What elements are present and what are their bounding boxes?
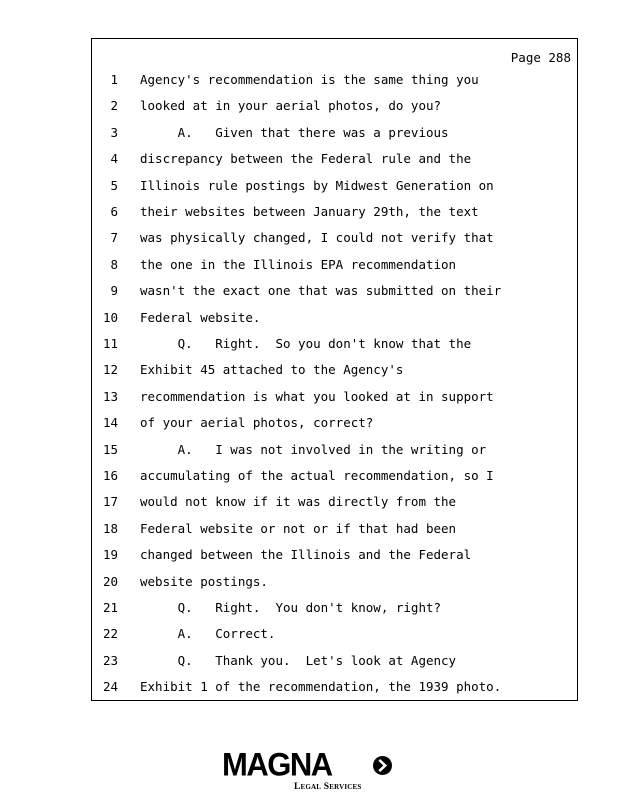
line-number: 20	[102, 573, 118, 589]
line-text: wasn't the exact one that was submitted on their	[140, 283, 502, 299]
line-number: 22	[102, 626, 118, 642]
line-text: looked at in your aerial photos, do you?	[140, 98, 442, 114]
transcript-line	[92, 124, 579, 142]
chevron-right-icon	[373, 756, 392, 775]
line-number: 5	[110, 177, 118, 193]
transcript-line	[92, 493, 579, 511]
line-text: would not know if it was directly from the	[140, 494, 457, 510]
line-number: 15	[102, 441, 118, 457]
line-text: accumulating of the actual recommendation, so I	[140, 468, 494, 483]
line-text: of your aerial photos, correct?	[140, 415, 374, 431]
line-text: the one in the Illinois EPA recommendation	[140, 256, 457, 272]
line-number: 23	[102, 652, 118, 668]
line-text: Q. Thank you. Let's look at Agency	[140, 652, 457, 668]
line-text: changed between the Illinois and the Federal	[140, 547, 472, 563]
transcript-line	[92, 71, 579, 89]
line-number: 1	[110, 72, 118, 87]
transcript-line	[92, 256, 579, 274]
line-number: 7	[110, 230, 118, 246]
transcript-line	[92, 599, 579, 617]
line-text: Federal website or not or if that had been	[140, 520, 457, 536]
line-number: 19	[102, 547, 118, 563]
line-text: Agency's recommendation is the same thing you	[140, 72, 479, 87]
line-number: 8	[110, 256, 118, 272]
line-number: 18	[102, 520, 118, 536]
line-text: Exhibit 1 of the recommendation, the 1939 photo.	[140, 679, 502, 695]
line-number: 9	[110, 283, 118, 299]
line-text: Q. Right. You don't know, right?	[140, 600, 442, 615]
line-text: discrepancy between the Federal rule and the	[140, 151, 472, 167]
transcript-line	[92, 467, 579, 485]
line-number: 2	[110, 98, 118, 114]
transcript-line	[92, 573, 579, 591]
line-number: 13	[102, 388, 118, 404]
line-number: 4	[110, 151, 118, 167]
line-number: 21	[102, 600, 118, 615]
line-number: 10	[102, 309, 118, 325]
transcript-line	[92, 309, 579, 327]
logo-wordmark: MAGNA	[222, 746, 332, 783]
line-text: Exhibit 45 attached to the Agency's	[140, 362, 404, 378]
transcript-line	[92, 97, 579, 115]
transcript-line	[92, 335, 579, 353]
transcript-line	[92, 388, 579, 406]
transcript-line	[92, 229, 579, 247]
transcript-page	[91, 38, 578, 701]
line-text: Q. Right. So you don't know that the	[140, 336, 472, 351]
line-number: 11	[102, 336, 118, 351]
transcript-line	[92, 150, 579, 168]
line-number: 12	[102, 362, 118, 378]
logo-subtitle: Legal Services	[294, 782, 362, 792]
line-text: recommendation is what you looked at in support	[140, 388, 494, 404]
line-text: A. Correct.	[140, 626, 276, 642]
line-number: 14	[102, 415, 118, 431]
line-text: was physically changed, I could not verify that	[140, 230, 494, 246]
transcript-line	[92, 441, 579, 459]
page-number: Page 288	[510, 50, 571, 65]
magna-logo	[222, 748, 397, 794]
transcript-line	[92, 546, 579, 564]
transcript-line	[92, 177, 579, 195]
line-text: Illinois rule postings by Midwest Generation on	[140, 177, 494, 193]
line-text: website postings.	[140, 573, 268, 589]
transcript-line	[92, 678, 579, 696]
line-text: A. I was not involved in the writing or	[140, 441, 487, 457]
transcript-line	[92, 520, 579, 538]
line-text: Federal website.	[140, 309, 261, 325]
line-number: 16	[102, 468, 118, 483]
transcript-line	[92, 625, 579, 643]
line-text: their websites between January 29th, the text	[140, 204, 479, 219]
transcript-line	[92, 203, 579, 221]
transcript-line	[92, 282, 579, 300]
line-number: 17	[102, 494, 118, 510]
line-number: 3	[110, 124, 118, 140]
line-number: 24	[102, 679, 118, 695]
transcript-line	[92, 414, 579, 432]
transcript-line	[92, 361, 579, 379]
transcript-line	[92, 652, 579, 670]
line-text: A. Given that there was a previous	[140, 124, 449, 140]
line-number: 6	[110, 204, 118, 219]
